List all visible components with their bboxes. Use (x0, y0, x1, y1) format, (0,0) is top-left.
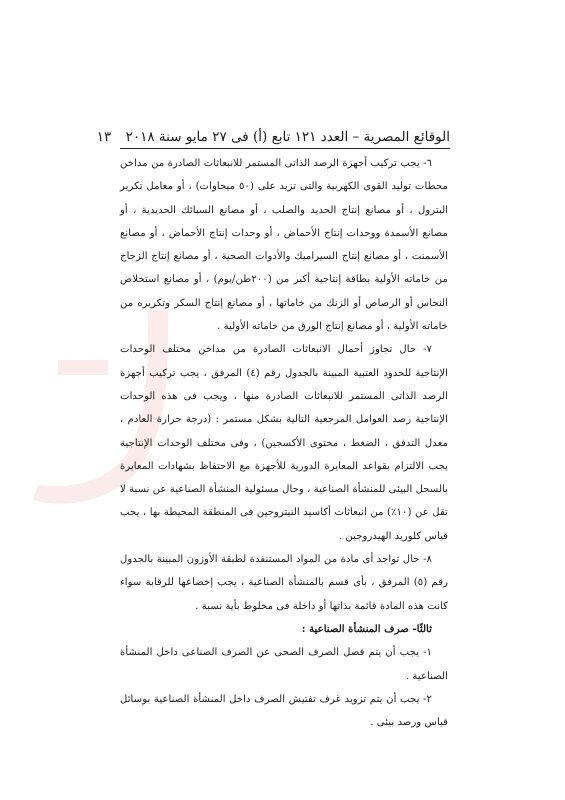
document-body (120, 152, 448, 734)
paragraph-drain-2: ٢- يجب أن يتم تزويد غرف تفتيش الصرف داخل المنشأة الصناعية بوسائل قياس ورصد بيئى . (120, 693, 448, 729)
paragraph-item-7: ٧- حال تجاوز أحمال الانبعاثات الصادرة من مداخن مختلف الوحدات الإنتاجية للحدود العتبية المبينة بالجدول رقم (٤) المرفق ، يجب تركيب أجهزة الرصد الذاتى المستمر للانبعاثات الصادرة منها ، ويجب فى هذه الوحدات الإنتاجية رصد العوامل المرجعية التالية بشكل مستمر : (درجة حرارة العادم ، معدل التدفق ، الضغط ، محتوى الأكسجين) ، وفى مختلف الوحدات الإنتاجية يجب الالتزام بقواعد المعايرة الدورية للأجهزة مع الاحتفاظ بشهادات المعايرة بالسجل البيئى للمنشأة الصناعية ، وحال مسئولية المنشأة الصناعية عن نسبة لا تقل عن (١٠٪) من انبعاثات أكاسيد النيتروجين فى المنطقة المحيطة بها ، يجب قياس كلوريد الهيدروجين . (120, 344, 448, 542)
running-header (96, 126, 450, 148)
header-title: الوقائع المصرية – العدد ١٢١ تابع (أ) فى ٢٧ مايو سنة ٢٠١٨ (125, 129, 450, 145)
section-heading-third: ثالثًا- صرف المنشأة الصناعية : (301, 622, 432, 635)
paragraph-item-6: ٦- يجب تركيب أجهزة الرصد الذاتى المستمر للانبعاثات الصادرة من مداخن محطات توليد القوى الكهربية والتى تزيد على (٥٠ ميجاوات) ، أو معامل تكرير البترول ، أو مصانع إنتاج الحديد والصلب ، أو مصانع السبائك الحديدية ، أو مصانع الأسمدة ووحدات إنتاج الأحماض ، أو وحدات إنتاج الأحماض ، أو مصانع الأسمنت ، أو مصانع إنتاج السيراميك والأدوات الصحية ، أو مصانع إنتاج الزجاج من خاماته الأولية بطاقة إنتاجية أكبر من (٢٠٠طن/يوم) ، أو مصانع استخلاص النحاس أو الرصاص أو الزنك من خاماتها ، أو مصانع إنتاج السكر وتكريره من خاماته الأولية ، أو مصانع إنتاج الورق من خاماته الأولية . (120, 158, 448, 333)
paragraph-drain-1: ١- يجب أن يتم فصل الصرف الصحى عن الصرف الصناعى داخل المنشأة الصناعية . (120, 647, 448, 682)
page-number: ١٣ (96, 129, 112, 145)
paragraph-item-8: ٨- حال تواجد أى مادة من المواد المستنفدة لطبقة الأوزون المبينة بالجدول رقم (٥) المرفق ، بأى قسم بالمنشأة الصناعية ، يجب إخضاعها للرقابة سواء كانت هذه المادة قائمة بذاتها أو داخلة فى مخلوط بأية نسبة . (120, 554, 448, 612)
header-divider (120, 148, 450, 149)
